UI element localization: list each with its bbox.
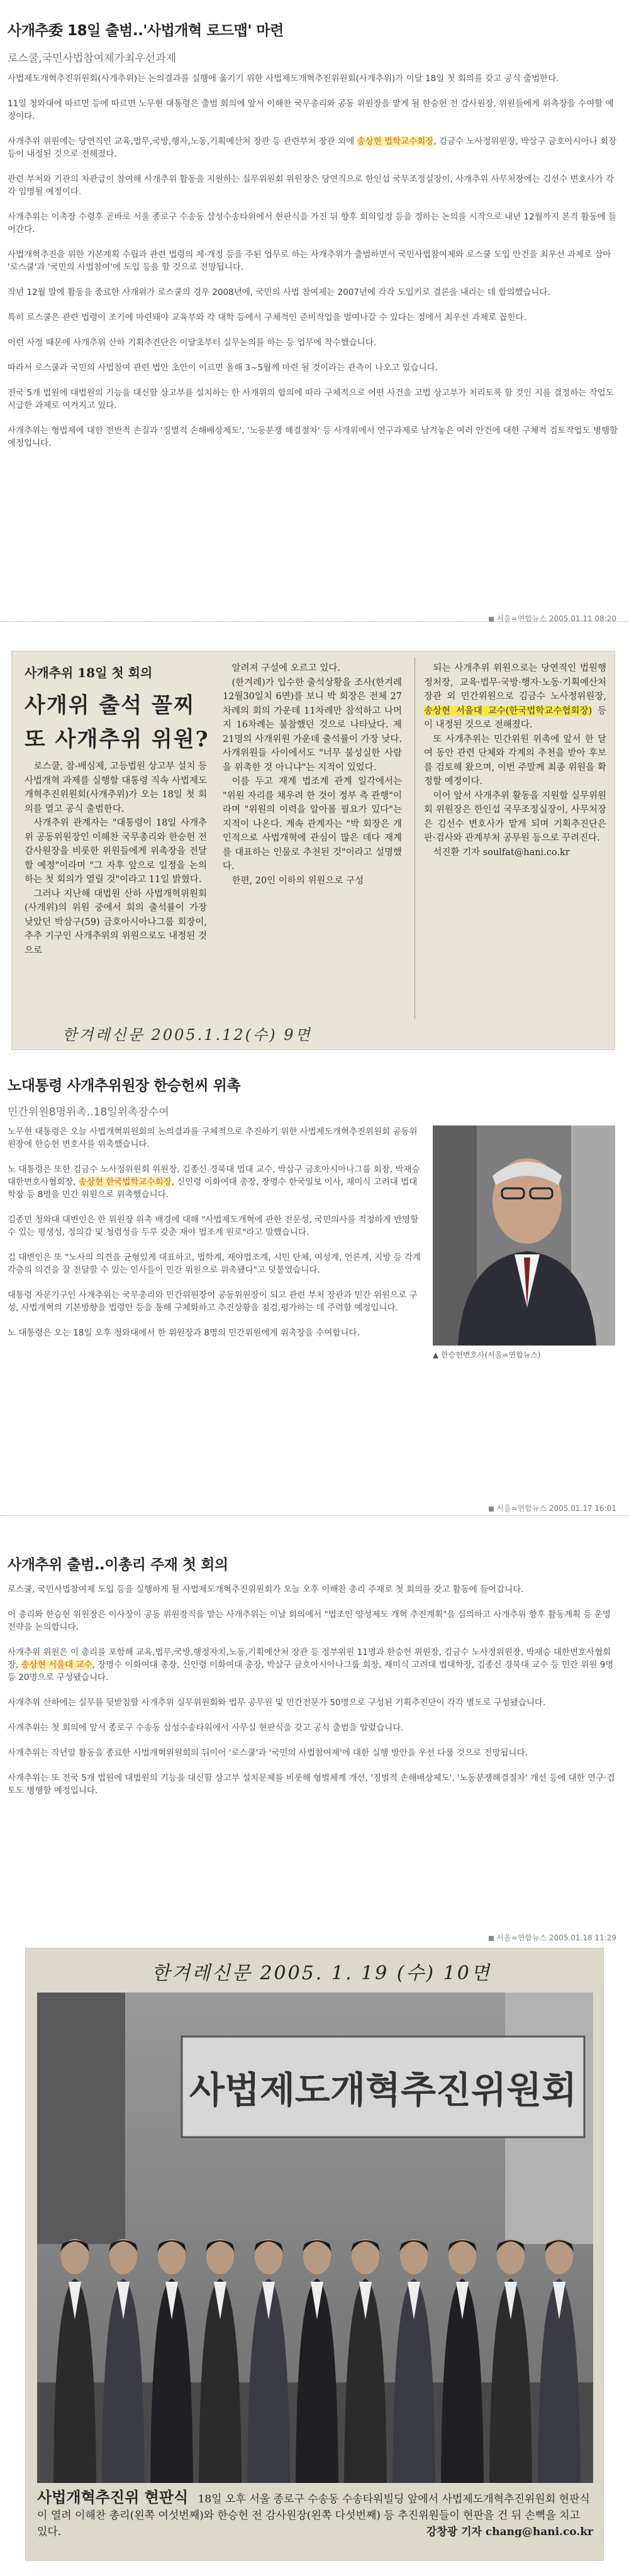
article-2-body [8, 1125, 423, 1352]
clipping-1-signature: 한겨레신문 2005.1.12(수) 9면 [62, 1026, 312, 1044]
paragraph: 로스쿨, 국민사법참여제 도입 등을 실행하게 될 사법제도개혁추진위원회가 오늘 오후 이해찬 총리 주재로 첫 회의를 갖고 활동에 들어갑니다. [8, 1584, 524, 1595]
paragraph: 따라서 로스쿨과 국민의 사법참여 관련 법안 초안이 이르면 올해 3~5월께 마련 될 것이라는 관측이 나오고 있습니다. [8, 363, 438, 373]
paragraph: 사개추위 위원은 이 총리를 포함해 교육,법무,국방,행정자치,노동,기획예산처 장관 등 정부위원 11명과 한승헌 위원장, 김금수 노사정위원장, 박재승 대한변호사협회장, 송상현 서울대 교수, 장명수 이화여대 총장, 신인령 이화여대 총장, 박삼구 금호아시아나그룹 회장, 재미식 고려대 법대학장, 김종신 경북대 교수 등 민간 위원 9명 등 20명으로 구성됐습니다. [8, 1647, 614, 1683]
article-1-title: 사개추委 18일 출범..'사법개혁 로드맵' 마련 [8, 23, 284, 39]
article-2-subtitle: 민간위원8명위촉..18일위촉장수여 [8, 1106, 169, 1119]
caption-body: 18일 오후 서울 종로구 수송동 수송타워빌딩 앞에서 사법제도개혁추진위원회 현판식이 열려 이해찬 총리(왼쪽 여섯번째)와 한승헌 전 감사원장(왼쪽 다섯번째) 등 추진위원들이 현판을 건 뒤 손뼉을 치고 있다. [37, 2493, 590, 2538]
highlighted-name: 송상현 서울대 교수 [21, 1660, 92, 1670]
paragraph: 사개추위는 이촉장 수령후 곧바로 서울 종로구 수송동 삼성수송타워에서 현판식을 가진 뒤 향후 회의일정 등을 정하는 논의를 시작으로 내년 12월까지 본격 활동에 들어간다. [8, 212, 616, 235]
clipping-2-caption [37, 2489, 593, 2540]
paragraph: 전국 5개 법원에 대법원의 기능을 대신할 상고부를 설치하는 한 사개위의 합의에 따라 구체적으로 어떤 사건을 고법 상고부가 처리토록 할 것인 지를 결정하는 작업도 시급한 과제로 여겨지고 있다. [8, 388, 614, 411]
clipping-paragraph: 사개추위 관계자는 "대통령이 18일 사개추위 공동위원장인 이해찬 국무총리와 한승헌 전 감사원장을 비롯한 위원들에게 위촉장을 전달할 예정"이라며 "그 자후 앞으로 일정을 논의하는 첫 회의가 열릴 것"이라고 11일 밝혔다. [25, 818, 207, 885]
clipping-paragraph: 한편, 20인 이하의 위원으로 구성 [231, 875, 364, 886]
highlighted-name: 송상현 서울대 교수(한국법학교수협회장) [424, 705, 593, 716]
portrait-illustration [433, 1125, 615, 1346]
ceremony-banner-text: 사법제도개혁추진위원회 [189, 2069, 577, 2111]
portrait-caption: ▲ 한승헌변호사(서울=연합뉴스) [433, 1351, 541, 1359]
paragraph: 사개추위는 첫 회의에 앞서 종로구 수송동 삼성수송타워에서 사무실 현판식을 갖고 공식 출범을 알렸습니다. [8, 1723, 404, 1733]
highlighted-name: 송상현 법학교수회장 [357, 136, 434, 146]
clipping-paragraph: (한겨레)가 입수한 출석상황을 조사(한겨레 12월30일치 6면)를 보니 박 회장은 전체 27차례의 회의 가운데 11차례만 참석하고 나머지 16차례는 불참했던 것으로 나타났다. 제 21명의 사개위원 가운데 출석률이 가장 낮다. 사개위원들 사이에서도 "너무 불성실한 사람을 위촉한 것 아니냐"는 지적이 있었다. [223, 677, 402, 773]
article-1-body [8, 72, 621, 462]
paragraph: 관련 부처와 기관의 차관급이 참여해 사개추위 활동을 지원하는 실무위원회 위원장은 당연직으로 한인섭 국무조정실장이, 사개추위 사무처장에는 김선수 변호사가 각각 임명될 예정이다. [8, 174, 615, 197]
clipping-1-column-1 [25, 760, 207, 958]
paragraph: 사법개혁추진을 위한 기본계획 수립과 관련 법령의 제·개정 등을 주된 업무로 하는 사개추위가 출범하면서 국민사법참여제와 로스쿨 도입 안건을 최우선 과제로 삼아 '로스쿨'과 '국민의 사법참여'에 도입 등을 할 것으로 전망됩니다. [8, 250, 611, 272]
paragraph: 사개추위 산하에는 실무를 뒷받침할 사개추위 실무위원회와 법무 공무원 및 민간전문가 50명으로 구성된 기획추진단이 각각 별도로 구성됐습니다. [8, 1698, 546, 1708]
paragraph: 노 대통령은 오는 18일 오후 청와대에서 한 위원장과 8명의 민간위원에게 위촉장을 수여합니다. [8, 1328, 360, 1338]
paragraph: 이런 사정 때문에 사개추위 산하 기획추진단은 이달초부터 실무논의를 하는 등 업무에 착수했습니다. [8, 338, 377, 348]
highlighted-name: 송상현 한국법학교수회장 [78, 1177, 172, 1187]
clipping-2-signature: 한겨레신문 2005. 1. 19 (수) 10면 [152, 1962, 491, 1984]
article-2-title: 노대통령 사개추위원장 한승헌씨 위촉 [8, 1078, 241, 1094]
clipping-paragraph: 되는 사개추위 위원으로는 당연직인 법원행정처장, 교육·법무·국방·행자·노동·기획예산처 장관 외 민간위원으로 김금수 노사정위원장, 송상현 서울대 교수(한국법학교수협회장) 등이 내정된 것으로 전해졌다. [424, 663, 606, 730]
paragraph: 노 대통령은 또한 김금수 노사정위원회 위원장, 김종신 경북대 법대 교수, 박삼구 금호아시아나그룹 회장, 박재승 대한변호사협회장, 송상현 한국법학교수회장, 신인령 이화여대 총장, 장명수 한국일보 이사, 재미식 고려대 법대학장 등 8명을 민간 위원으로 위촉했습니다. [8, 1164, 420, 1200]
clipping-1-headline-2: 또 사개추위 위원? [25, 727, 209, 752]
ceremony-illustration [37, 1993, 593, 2483]
clipping-paragraph: 이를 두고 재계 법조계 관계 일각에서는 "위원 자리를 채우려 한 것이 정부 측 관행"이라며 "위원의 이력을 알아볼 필요가 있다"는 지적이 나온다. 계속 관계자는 "박 회장은 개인적으로 사법개혁에 관심이 많은 데다 재계를 대표하는 인물로 추천된 것"이라고 설명했다. [223, 777, 402, 871]
paragraph: 사개추위는 형법제에 대한 전반적 손질과 '징벌적 손해배상제도', '노동분쟁 해결절차' 등 사개위에서 연구과제로 남겨놓은 여러 안건에 대한 구체적 검토작업도 병행할 예정입니다. [8, 426, 618, 448]
footer-square-icon [489, 1936, 494, 1941]
caption-credit: 강창광 기자 chang@hani.co.kr [426, 2526, 593, 2538]
clipping-1-kicker: 사개추위 18일 첫 회의 [25, 665, 153, 680]
clipping-1-headline-1: 사개위 출석 꼴찌 [25, 693, 196, 718]
paragraph: 사개추위는 또 전국 5개 법원에 대법원의 기능을 대신할 상고부 설치문제를 비롯해 형벌체계 개선, '징벌적 손해배상제도', '노동분쟁해결절차' 개선 등에 대한 연구·검토도 병행할 예정입니다. [8, 1773, 615, 1796]
article-3-title: 사개추위 출범..이총리 주재 첫 회의 [8, 1557, 228, 1573]
paragraph: 11일 청와대에 따르면 등에 따르면 노무현 대통령은 출범 회의에 앞서 이해찬 국무총리와 공동 위원장을 맡게 될 한승헌 전 감사원장, 위원들에게 위촉장을 수여할 예정이다. [8, 99, 614, 121]
clipping-paragraph: 이어 앞서 사개추위 활동을 지원할 실무위원회 위원장은 한인섭 국무조정실장이, 사무처장은 김선수 변호사가 맡게 되며 기획추진단은 판·검사와 관계부처 공무원 등으로 꾸려진다. [424, 790, 606, 843]
paragraph: 특히 로스쿨은 관련 법령이 조기에 마련돼야 교육부와 각 대학 등에서 구체적인 준비작업을 벌여나갈 수 있다는 점에서 최우선 과제로 꼽힌다. [8, 312, 526, 323]
newspaper-clipping-1 [11, 651, 615, 1050]
paragraph: 사법제도개혁추진위원회(사개추위)는 논의결과를 실행에 옮기기 위한 사법제도개혁추진위원회(사개추위)가 이달 18일 첫 회의를 갖고 공식 출범한다. [8, 74, 559, 84]
footer-square-icon [489, 1506, 494, 1512]
clipping-1-column-2 [223, 661, 402, 888]
article-3-footer: 서울=연합뉴스 2005.01.18 11:29 [489, 1932, 616, 1943]
paragraph: 작년 12월 말에 활동을 종료한 사개위가 로스쿨의 경우 2008년에, 국민의 사법 참여제는 2007년에 각각 도입키로 결론을 내리는 데 합의했습니다. [8, 287, 550, 297]
clipping-1-column-3 [424, 661, 606, 860]
clipping-paragraph: 그러나 지난해 대법원 산하 사법개혁위원회(사개위)의 위원 중에서 회의 출석률이 가장 낮았던 박삼구(59) 금호아시아나그룹 회장이, 추추 기구인 사개추위의 위원으로도 내정된 것으로 [25, 888, 207, 956]
paragraph: 김종민 청와대 대변인은 한 위원장 위촉 배경에 대해 "사법제도개혁에 관한 전문성, 국민의사를 적정하게 반영할 수 있는 평생성, 정의감 및 청렴성을 두루 갖춘 재야 법조계 원로"라고 말했습니다. [8, 1215, 419, 1237]
clipping-paragraph: 로스쿨, 참-배심제, 고등법원 상고부 설치 등 사법개혁 과제를 실행할 대통령 직속 사법제도개혁추진위원회(사개추위)가 오는 18일 첫 회의를 열고 공식 출범한다. [25, 761, 207, 814]
clipping-paragraph: 또 사개추위는 민간위원 위촉에 앞서 한 달여 동안 관련 단체와 각계의 추천을 받아 후보를 검토해 왔으며, 이번 주말께 최종 위원을 확정할 예정이다. [424, 734, 606, 787]
article-1-footer: 서울=연합뉴스 2005.01.11 08:20 [489, 613, 616, 624]
article-1-subtitle: 로스쿨,국민사법참여제가최우선과제 [8, 52, 177, 65]
caption-title: 사법개혁추진위 현판식 [37, 2488, 189, 2506]
clipping-paragraph: 석진환 기자 soulfat@hani.co.kr [433, 847, 570, 858]
clipping-paragraph: 알려져 구설에 오르고 있다. [231, 663, 341, 673]
paragraph: 사개추위는 작년말 활동을 종료한 사법개혁위원회의 뒤이어 '로스쿨'과 '국민의 사법참여제'에 대한 실행 방안을 우선 다룰 것으로 전망됩니다. [8, 1748, 528, 1758]
article-2-footer: 서울=연합뉴스 2005.01.17 16:01 [489, 1503, 616, 1513]
divider-1 [0, 621, 629, 622]
paragraph: 사개추위 위원에는 당연직인 교육,법무,국방,행자,노동,기획예산처 장관 등 관련부처 장관 외에 송상현 법학교수회장, 김금수 노사정위원장, 박삼구 금호아시아나 회장 등이 내정된 것으로 전해졌다. [8, 136, 617, 159]
paragraph: 노무현 대통령은 오늘 사법개혁위원회의 논의결과를 구체적으로 추진하기 위한 사법제도개혁추진위원회 공동위원장에 한승헌 변호사를 위촉했습니다. [8, 1127, 418, 1149]
portrait-photo [433, 1125, 615, 1346]
divider-2 [0, 1515, 629, 1516]
paragraph: 김 대변인은 또 "노사의 의견을 균형있게 대표하고, 법학계, 재야법조계, 시민 단체, 여성계, 언론계, 지방 등 각계 각층의 의견을 잘 전달할 수 있는 인사들이 민간 위원으로 위촉됐다"고 덧붙였습니다. [8, 1252, 421, 1275]
article-3-body [8, 1583, 621, 1810]
paragraph: 대통령 자문기구인 사개추위는 국무총리와 민간위원장이 공동위원장이 되고 관련 부처 장관과 민간 위원으로 구성, 사법개혁의 기본방향을 법령안 등을 통해 구체화하고 추진상황을 점검,평가하는 데 주력할 예정입니다. [8, 1290, 418, 1313]
paragraph: 이 총리와 한승헌 위원장은 이사장이 공동 위원장직을 맡는 사개추위는 이날 회의에서 "법조인 양성제도 개혁 추진계획"을 심의하고 사개추위 향후 활동계획 등 운영 전략을 논의합니다. [8, 1610, 611, 1632]
ceremony-photo [37, 1993, 593, 2483]
newspaper-clipping-2 [25, 1948, 604, 2561]
